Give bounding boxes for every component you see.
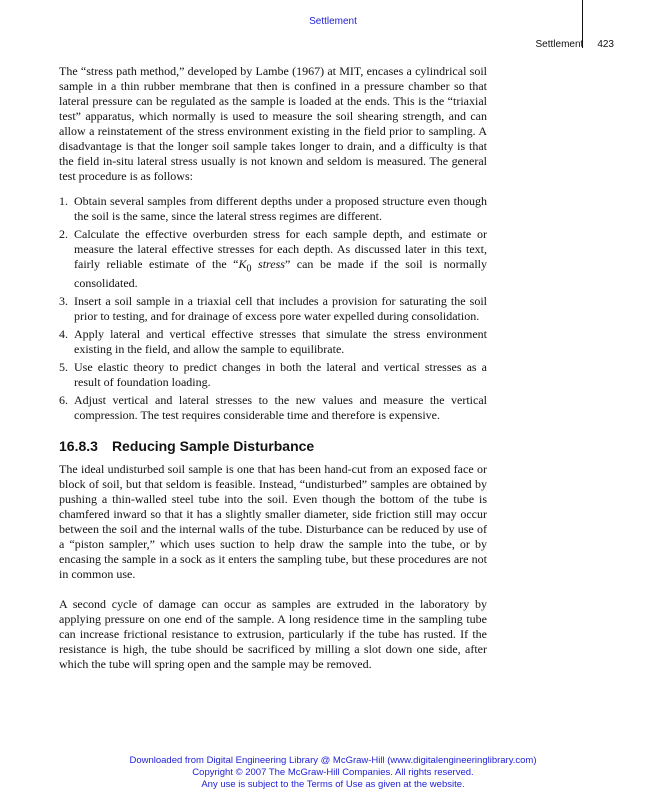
procedure-list [59, 194, 487, 423]
list-item-number: 1. [59, 194, 68, 208]
footer-copyright: Copyright © 2007 The McGraw-Hill Companies. All rights reserved. [192, 767, 474, 778]
list-item [59, 327, 487, 357]
footer-download-link[interactable]: Downloaded from Digital Engineering Library @ McGraw-Hill (www.digitalengineeringlibrary.com) [129, 755, 537, 766]
page-body [59, 64, 487, 672]
list-item [59, 194, 487, 224]
list-item-number: 3. [59, 294, 68, 309]
section-paragraph-2: A second cycle of damage can occur as samples are extruded in the laboratory by applying pressure on one end of the sample. A long residence time in the sampling tube can increase frictional resistance to extrusion, particularly if the tube has rusted. If the resistance is high, the tube should be sacrificed by milling a slot down one side, after which the tube will spring open and the sample may be removed. [59, 597, 487, 672]
running-title: Settlement [535, 39, 584, 50]
k-subscript: 0 [246, 263, 252, 275]
list-item-number: 6. [59, 393, 68, 408]
list-item-text: Adjust vertical and lateral stresses to the new values and measure the vertical compression. The test requires considerable time and therefore is expensive. [74, 393, 487, 423]
list-item [59, 294, 487, 324]
list-item-text-before: Calculate the effective overburden stress for each sample depth, and estimate or measure the lateral effective stresses for each depth. As discussed later in this text, fairly reliable estimate of the “ [74, 227, 487, 271]
list-item-number: 2. [59, 227, 68, 241]
list-item [59, 227, 487, 291]
k-symbol: K [238, 257, 247, 271]
list-item-number: 4. [59, 327, 68, 342]
list-item [59, 393, 487, 423]
k-stress-word: stress [251, 257, 285, 271]
intro-paragraph: The “stress path method,” developed by Lambe (1967) at MIT, encases a cylindrical soil sample in a thin rubber membrane that then is confined in a pressure chamber so that lateral pressure can be regulated as the sample is loaded at the ends. This is the “triaxial test” apparatus, which normally is used to measure the soil shearing strength, and can allow a reinstatement of the stress environment existing in the field prior to sampling. A disadvantage is that the longer soil sample takes longer to drain, and a difficulty is that the field in-situ lateral stress usually is not known and seldom is measured. The general test procedure is as follows: [59, 64, 487, 183]
section-heading [59, 439, 487, 454]
list-item-text [74, 227, 487, 290]
list-item [59, 360, 487, 390]
list-item-text: Use elastic theory to predict changes in both the lateral and vertical stresses as a result of foundation loading. [74, 360, 487, 390]
list-item-text: Insert a soil sample in a triaxial cell that includes a provision for saturating the soil prior to testing, and for drainage of excess pore water expelled during consolidation. [74, 294, 487, 324]
section-title: Reducing Sample Disturbance [111, 438, 315, 455]
running-header [536, 39, 615, 50]
page-number: 423 [597, 39, 614, 50]
section-number: 16.8.3 [59, 438, 98, 455]
list-item-text: Obtain several samples from different depths under a proposed structure even though the soil is the same, since the lateral stress regimes are different. [74, 194, 487, 223]
footer [0, 755, 666, 791]
top-settlement-link[interactable]: Settlement [309, 16, 357, 27]
list-item-text-after: ” can be made if the soil is normally consolidated. [74, 257, 487, 291]
list-item-text: Apply lateral and vertical effective stresses that simulate the stress environment existing in the field, and allow the sample to equilibrate. [74, 327, 487, 357]
list-item-number: 5. [59, 360, 68, 375]
section-paragraph-1: The ideal undisturbed soil sample is one that has been hand-cut from an exposed face or block of soil, but that seldom is feasible. Instead, “undisturbed” samples are obtained by pushing a thin-walled steel tube into the soil. Even though the bottom of the tube is chamfered inward so that it has a slightly smaller diameter, side friction still may occur between the soil and the internal walls of the tube. Disturbance can be reduced by use of a “piston sampler,” which uses suction to help draw the sample into the tube, or by encasing the sample in a sock as it enters the sampling tube, but these procedures are not in common use. [59, 462, 487, 582]
footer-terms[interactable]: Any use is subject to the Terms of Use as given at the website. [201, 779, 465, 790]
